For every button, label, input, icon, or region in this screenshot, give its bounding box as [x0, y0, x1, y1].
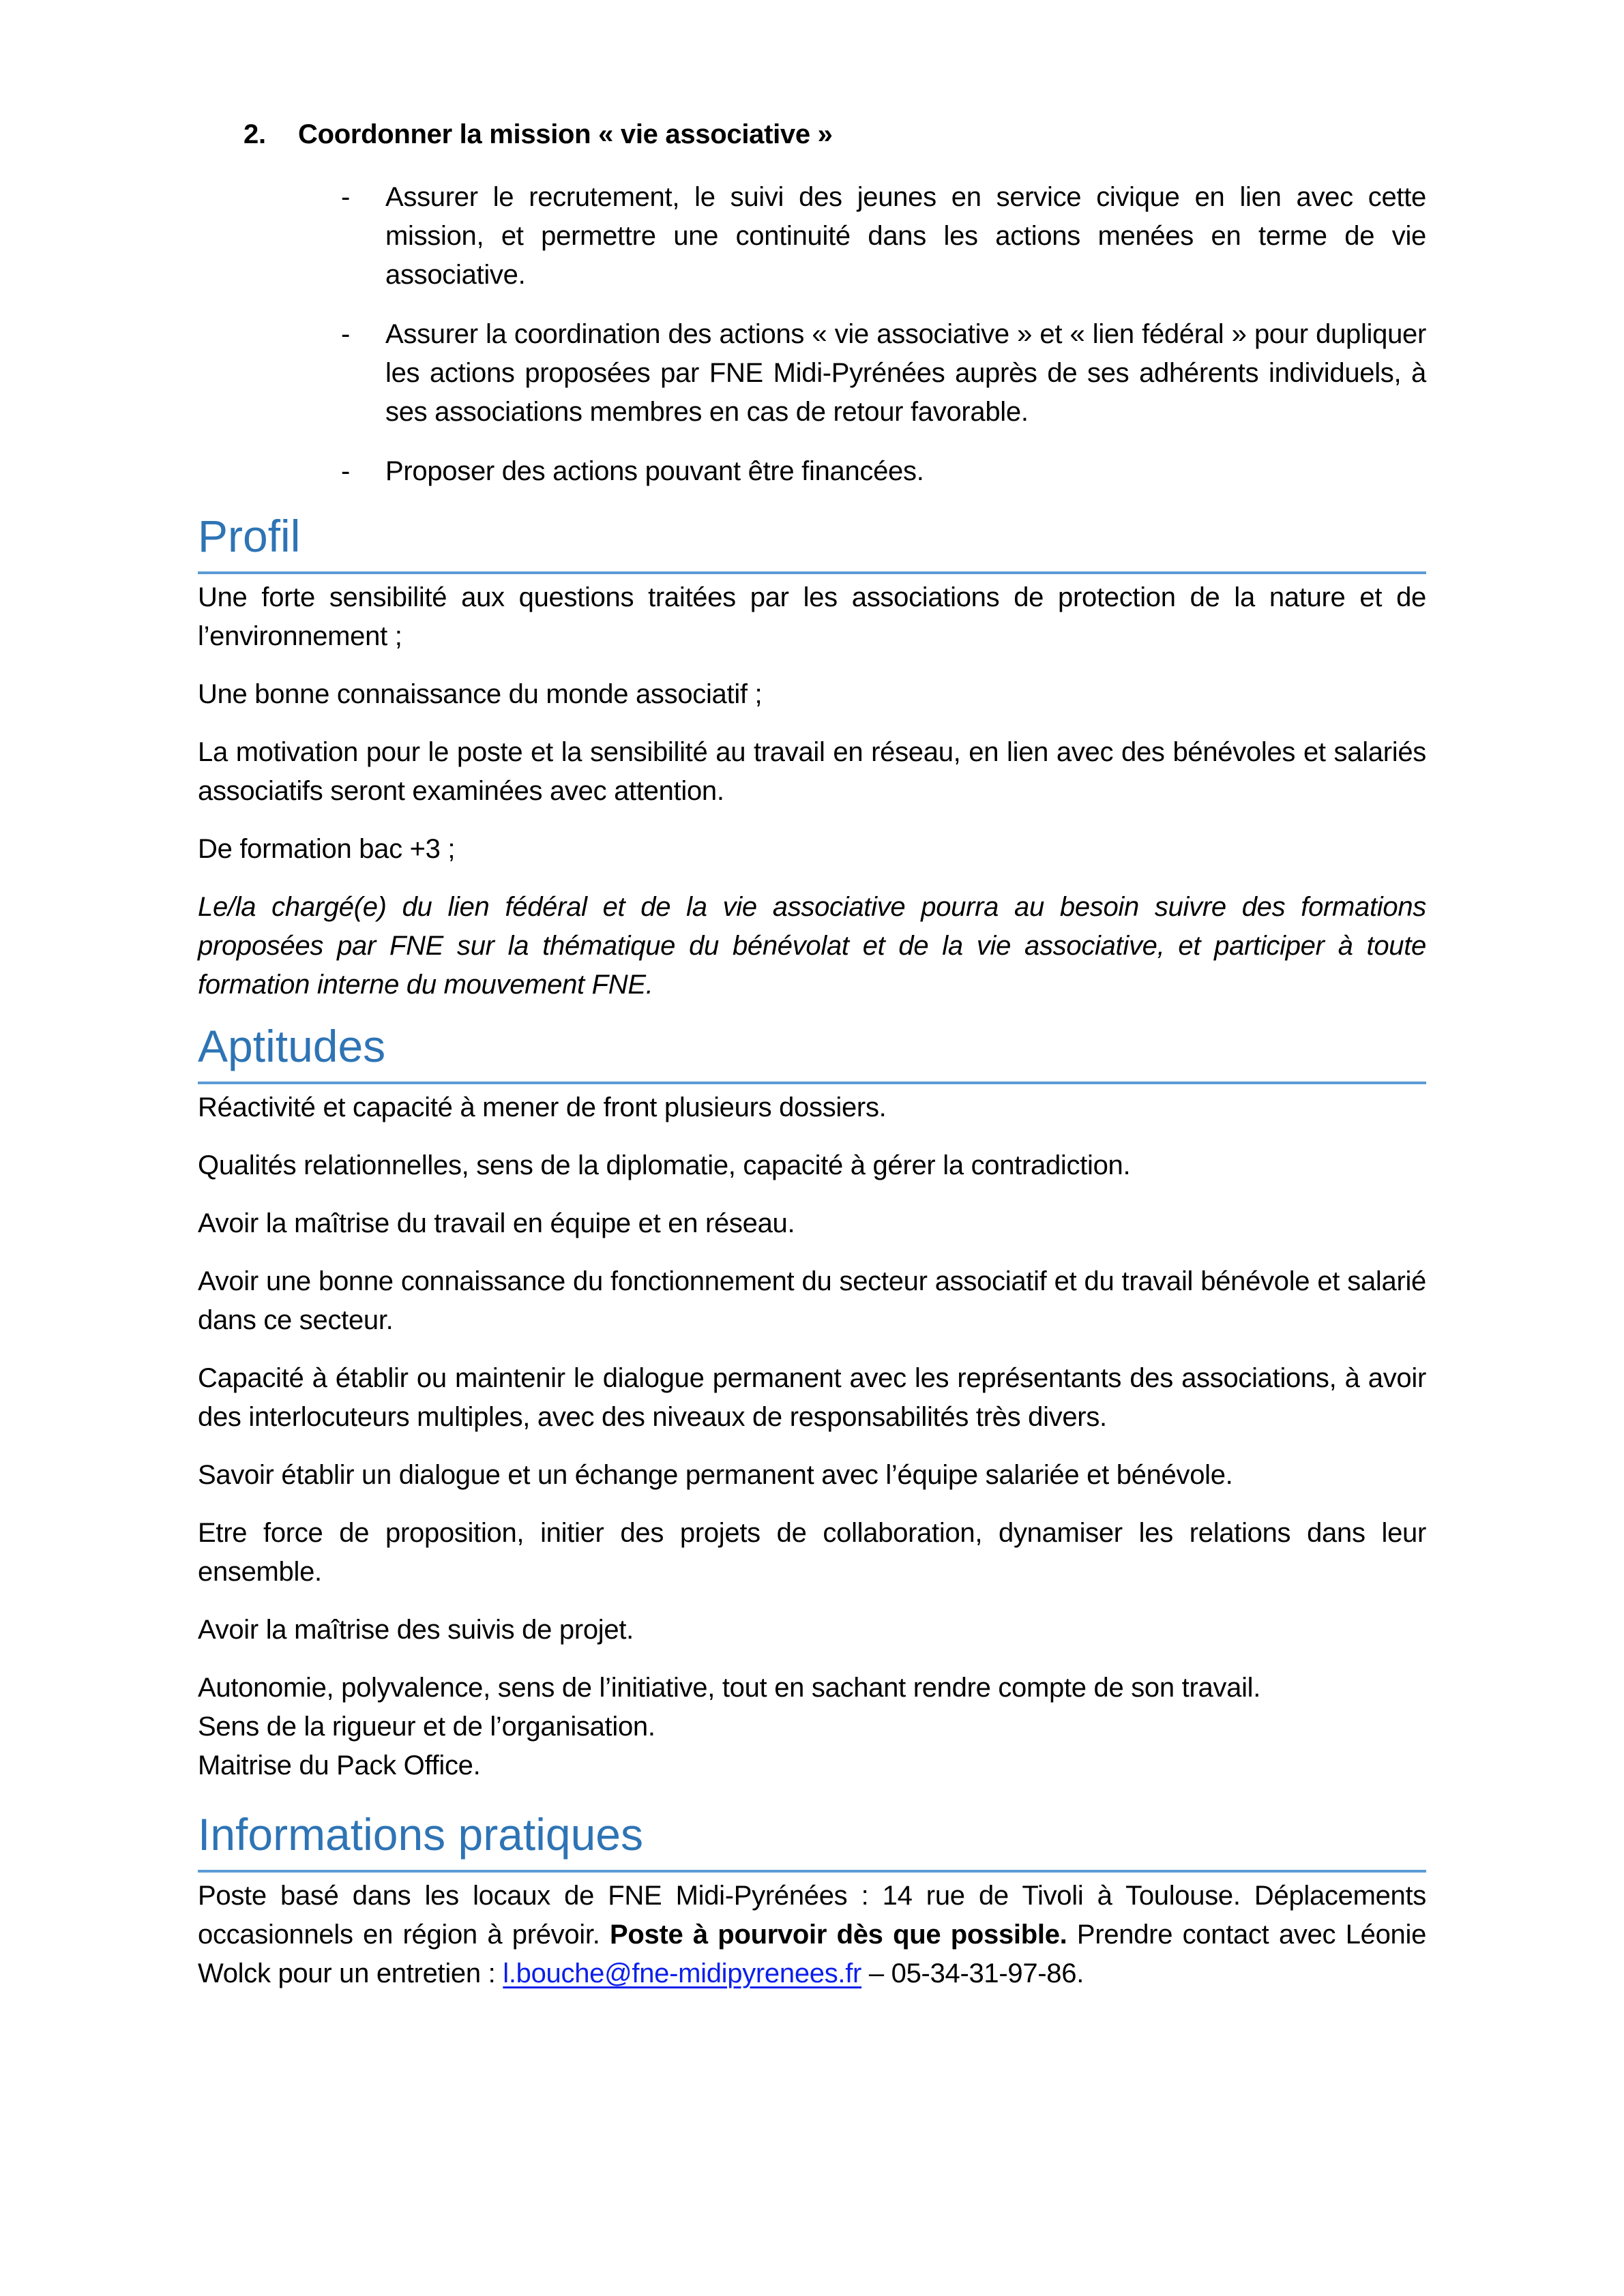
- section-aptitudes: [198, 1017, 1426, 1785]
- bullet-dash-marker: -: [341, 182, 351, 212]
- profil-heading: Profil: [198, 507, 1426, 574]
- aptitudes-paragraph: Avoir la maîtrise des suivis de projet.: [198, 1615, 634, 1645]
- informations-text: Prendre contact avec Léonie Wolck pour un entretien :: [198, 1920, 1427, 1988]
- aptitudes-line: Maitrise du Pack Office.: [198, 1750, 481, 1780]
- bullet-list: [198, 178, 1426, 491]
- informations-paragraph: [198, 1877, 1426, 1993]
- section-title: Coordonner la mission « vie associative »: [298, 119, 833, 149]
- informations-text: Poste basé dans les locaux de FNE Midi-Pyrénées : 14 rue de Tivoli à Toulouse. Déplacements occasionnels en région à prévoir.: [198, 1881, 1426, 1950]
- section-informations-pratiques: [198, 1806, 1426, 1993]
- email-link[interactable]: l.bouche@fne-midipyrenees.fr: [503, 1958, 862, 1988]
- bullet-dash-marker: -: [341, 456, 351, 486]
- informations-pratiques-heading: Informations pratiques: [198, 1806, 1426, 1873]
- aptitudes-heading: Aptitudes: [198, 1017, 1426, 1084]
- aptitudes-line: Sens de la rigueur et de l’organisation.: [198, 1712, 655, 1742]
- aptitudes-line: Autonomie, polyvalence, sens de l’initiative, tout en sachant rendre compte de son travail.: [198, 1673, 1261, 1703]
- bullet-dash-marker: -: [341, 319, 351, 349]
- aptitudes-paragraph: Avoir la maîtrise du travail en équipe et en réseau.: [198, 1208, 795, 1238]
- aptitudes-multiline-paragraph: [198, 1669, 1426, 1785]
- aptitudes-paragraph: Capacité à établir ou maintenir le dialogue permanent avec les représentants des associations, à avoir des interlocuteurs multiples, avec des niveaux de responsabilités très divers.: [198, 1363, 1426, 1432]
- profil-paragraph: Une bonne connaissance du monde associatif ;: [198, 679, 763, 709]
- profil-paragraph: La motivation pour le poste et la sensibilité au travail en réseau, en lien avec des bénévoles et salariés associatifs seront examinées avec attention.: [198, 737, 1426, 806]
- profil-paragraph: De formation bac +3 ;: [198, 834, 456, 864]
- bullet-item: [198, 178, 1426, 295]
- aptitudes-paragraph: Savoir établir un dialogue et un échange permanent avec l’équipe salariée et bénévole.: [198, 1460, 1233, 1490]
- bullet-item: [198, 315, 1426, 432]
- bullet-item: [198, 452, 1426, 491]
- informations-text: – 05-34-31-97-86.: [861, 1958, 1084, 1988]
- bullet-text: Assurer la coordination des actions « vie associative » et « lien fédéral » pour dupliquer les actions proposées par FNE Midi-Pyrénées auprès de ses adhérents individuels, à ses associations membres en cas de retour favorable.: [385, 319, 1426, 427]
- section-number: 2.: [243, 119, 266, 149]
- profil-paragraph: Une forte sensibilité aux questions traitées par les associations de protection de la nature et de l’environnement ;: [198, 582, 1426, 651]
- aptitudes-paragraph: Etre force de proposition, initier des projets de collaboration, dynamiser les relations dans leur ensemble.: [198, 1518, 1426, 1587]
- aptitudes-paragraph: Réactivité et capacité à mener de front plusieurs dossiers.: [198, 1092, 887, 1122]
- informations-bold-text: Poste à pourvoir dès que possible.: [610, 1920, 1067, 1950]
- profil-italic-note: Le/la chargé(e) du lien fédéral et de la vie associative pourra au besoin suivre des formations proposées par FNE sur la thématique du bénévolat et de la vie associative, et participer à toute formation interne du mouvement FNE.: [198, 892, 1426, 1000]
- aptitudes-paragraph: Qualités relationnelles, sens de la diplomatie, capacité à gérer la contradiction.: [198, 1150, 1131, 1180]
- aptitudes-paragraph: Avoir une bonne connaissance du fonctionnement du secteur associatif et du travail bénévole et salarié dans ce secteur.: [198, 1266, 1426, 1335]
- bullet-text: Assurer le recrutement, le suivi des jeunes en service civique en lien avec cette mission, et permettre une continuité dans les actions menées en terme de vie associative.: [385, 182, 1426, 290]
- numbered-section-heading: [198, 115, 1426, 154]
- section-profil: [198, 507, 1426, 1004]
- bullet-text: Proposer des actions pouvant être financées.: [385, 456, 924, 486]
- document-body: [198, 0, 1426, 1993]
